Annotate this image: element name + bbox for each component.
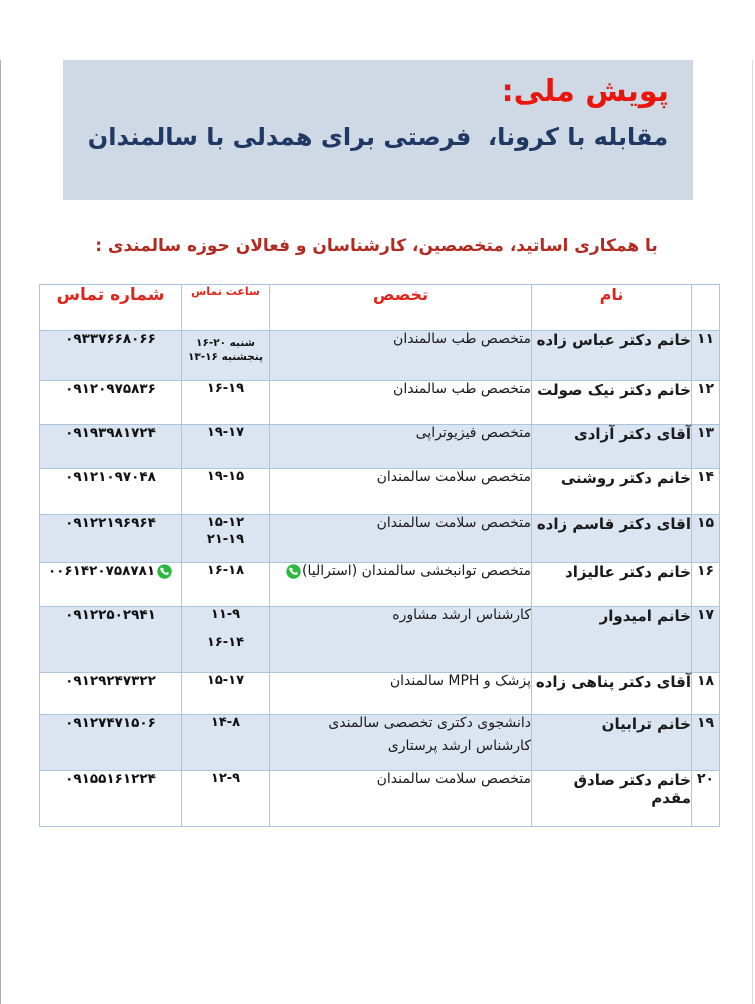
- phone-cell: [40, 715, 182, 771]
- row-number-cell: ۱۷: [692, 607, 720, 673]
- phone-number: ۰۹۱۲۰۹۷۵۸۳۶: [65, 381, 156, 397]
- specialty-cell: [270, 515, 532, 563]
- specialty-cell: [270, 771, 532, 827]
- campaign-subtitle: مقابله با کرونا، فرصتی برای همدلی با سالمندان: [87, 123, 669, 151]
- whatsapp-icon: [157, 564, 172, 579]
- hours-range: ۱۶-۱۸: [206, 563, 245, 578]
- table-row: [40, 331, 720, 381]
- hours-range: ۱۳-۱۶: [187, 351, 218, 363]
- hours-line: [182, 532, 269, 547]
- phone-cell: [40, 515, 182, 563]
- hours-cell: [182, 715, 270, 771]
- collaboration-note: با همکاری اساتید، متخصصین، کارشناسان و فعالان حوزه سالمندی :: [95, 236, 658, 256]
- specialty-cell: [270, 715, 532, 771]
- phone-cell: [40, 425, 182, 469]
- table-row: [40, 715, 720, 771]
- col-header-number: [692, 285, 720, 331]
- hours-range: ۱۹-۱۵: [206, 469, 245, 484]
- name-cell: خانم دکتر عالیزاد: [532, 563, 692, 607]
- col-header-name: نام: [532, 285, 692, 331]
- hours-day: شنبه: [226, 337, 255, 349]
- specialty-cell: [270, 563, 532, 607]
- specialty-cell: [270, 381, 532, 425]
- name-cell: آقای دکتر پناهی زاده: [532, 673, 692, 715]
- hours-line: [182, 635, 269, 650]
- phone-cell: [40, 771, 182, 827]
- phone-cell: [40, 331, 182, 381]
- specialty-text: متخصص سلامت سالمندان: [376, 515, 531, 531]
- hours-line: [182, 469, 269, 484]
- phone-number: ۰۹۱۲۲۱۹۶۹۶۴: [65, 515, 156, 531]
- hours-range: ۱۱-۹: [210, 607, 241, 622]
- specialty-text: متخصص توانبخشی سالمندان (استرالیا): [270, 563, 531, 579]
- phone-number: ۰۹۱۲۷۴۷۱۵۰۶: [65, 715, 156, 731]
- name-cell: خانم دکتر روشنی: [532, 469, 692, 515]
- phone-number: ۰۹۱۲۹۲۴۷۳۲۲: [65, 673, 156, 689]
- hours-range: ۲۱-۱۹: [206, 532, 245, 547]
- phone-number: ۰۹۱۵۵۱۶۱۲۲۴: [65, 771, 156, 787]
- row-number-cell: ۱۱: [692, 331, 720, 381]
- row-number-cell: ۱۲: [692, 381, 720, 425]
- specialty-text: متخصص طب سالمندان: [393, 381, 531, 397]
- table-row: [40, 425, 720, 469]
- hours-cell: [182, 381, 270, 425]
- specialty-cell: [270, 673, 532, 715]
- hours-range: ۱۶-۱۹: [206, 381, 245, 396]
- col-header-specialty: تخصص: [270, 285, 532, 331]
- hours-cell: [182, 425, 270, 469]
- contacts-table: [39, 284, 720, 827]
- specialty-cell: [270, 425, 532, 469]
- phone-cell: [40, 607, 182, 673]
- table-row: [40, 469, 720, 515]
- name-cell: آقای دکتر آزادی: [532, 425, 692, 469]
- specialty-text: متخصص سلامت سالمندان: [376, 771, 531, 787]
- hours-cell: [182, 331, 270, 381]
- row-number-cell: ۱۴: [692, 469, 720, 515]
- name-cell: خانم دکتر نیک صولت: [532, 381, 692, 425]
- table-row: [40, 563, 720, 607]
- hours-range: ۱۵-۱۷: [206, 673, 245, 688]
- specialty-cell: [270, 469, 532, 515]
- row-number-cell: ۱۸: [692, 673, 720, 715]
- hours-line: [182, 715, 269, 730]
- hours-line: [182, 381, 269, 396]
- col-header-phone: شماره تماس: [40, 285, 182, 331]
- hours-cell: [182, 469, 270, 515]
- row-number-cell: ۲۰: [692, 771, 720, 827]
- phone-number: ۰۹۱۲۱۰۹۷۰۴۸: [65, 469, 156, 485]
- hours-line: [182, 351, 269, 363]
- name-cell: خانم امیدوار: [532, 607, 692, 673]
- specialty-cell: [270, 607, 532, 673]
- hours-cell: [182, 771, 270, 827]
- specialty-text: دانشجوی دکتری تخصصی سالمندی: [328, 715, 531, 731]
- hours-range: ۱۲-۹: [210, 771, 241, 786]
- table-row: [40, 515, 720, 563]
- phone-number: ۰۹۱۹۳۹۸۱۷۲۴: [65, 425, 156, 441]
- hours-line: [182, 563, 269, 578]
- hours-line: [182, 337, 269, 349]
- phone-number: ۰۰۶۱۴۲۰۷۵۸۷۸۱: [47, 563, 156, 579]
- table-row: [40, 607, 720, 673]
- hours-range: ۱۶-۲۰: [196, 337, 227, 349]
- specialty-text: متخصص سلامت سالمندان: [376, 469, 531, 485]
- table-row: [40, 771, 720, 827]
- name-cell: اقای دکتر قاسم زاده: [532, 515, 692, 563]
- phone-cell: [40, 469, 182, 515]
- specialty-text: پزشک و MPH سالمندان: [389, 673, 531, 689]
- whatsapp-icon: [286, 564, 301, 579]
- hours-range: ۱۴-۸: [210, 715, 241, 730]
- hours-line: [182, 425, 269, 440]
- specialty-text: کارشناس ارشد پرستاری: [387, 738, 531, 754]
- specialty-cell: [270, 331, 532, 381]
- hours-cell: [182, 563, 270, 607]
- hours-day: پنجشنبه: [217, 351, 264, 363]
- row-number-cell: ۱۳: [692, 425, 720, 469]
- row-number-cell: ۱۶: [692, 563, 720, 607]
- name-cell: خانم ترابیان: [532, 715, 692, 771]
- title-banner: [63, 60, 693, 200]
- phone-cell: [40, 673, 182, 715]
- name-cell: خانم دکتر صادق مقدم: [532, 771, 692, 827]
- row-number-cell: ۱۵: [692, 515, 720, 563]
- hours-line: [182, 515, 269, 530]
- col-header-hours: ساعت تماس: [182, 285, 270, 331]
- phone-number: ۰۹۳۳۷۶۶۸۰۶۶: [65, 331, 156, 347]
- hours-range: ۱۶-۱۴: [206, 635, 245, 650]
- hours-cell: [182, 515, 270, 563]
- hours-cell: [182, 673, 270, 715]
- table-row: [40, 381, 720, 425]
- specialty-text: کارشناس ارشد مشاوره: [392, 607, 531, 623]
- name-cell: خانم دکتر عباس زاده: [532, 331, 692, 381]
- hours-line: [182, 607, 269, 622]
- row-number-cell: ۱۹: [692, 715, 720, 771]
- specialty-text: متخصص فیزیوتراپی: [415, 425, 531, 441]
- table-row: [40, 673, 720, 715]
- hours-range: ۱۹-۱۷: [206, 425, 245, 440]
- phone-cell: [40, 381, 182, 425]
- phone-cell: [40, 563, 182, 607]
- specialty-text: متخصص طب سالمندان: [393, 331, 531, 347]
- hours-range: ۱۵-۱۲: [206, 515, 245, 530]
- hours-line: [182, 771, 269, 786]
- hours-line: [182, 673, 269, 688]
- document-page: [0, 60, 753, 1004]
- hours-cell: [182, 607, 270, 673]
- campaign-title: پویش ملی:: [501, 74, 669, 109]
- table-header-row: [40, 285, 720, 331]
- phone-number: ۰۹۱۲۲۵۰۲۹۴۱: [65, 607, 156, 623]
